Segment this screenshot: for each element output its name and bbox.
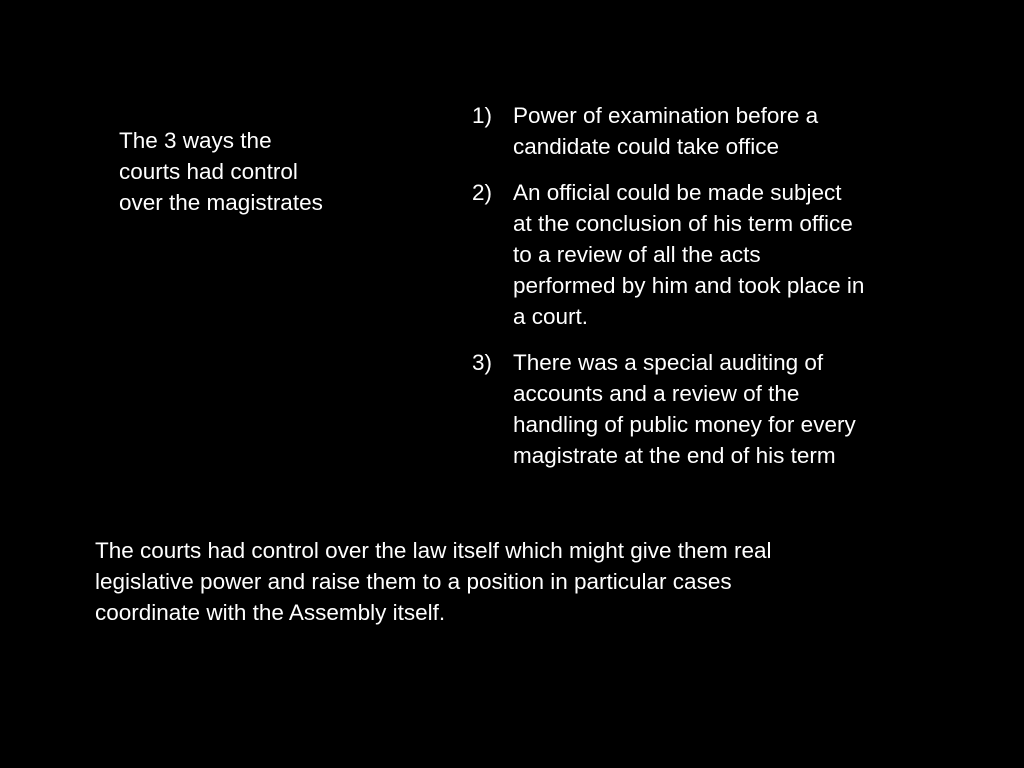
list-item: [472, 347, 922, 471]
list-item-text: An official could be made subject at the conclusion of his term office to a review of all the acts performed by him and took place in a court.: [513, 180, 865, 329]
list-item-number: 2): [472, 180, 493, 205]
list-item: [472, 100, 922, 162]
conclusion-paragraph: The courts had control over the law itself which might give them real legislative power and raise them to a position in particular cases coordinate with the Assembly itself.: [95, 538, 772, 625]
list-item-number: 3): [472, 350, 493, 375]
list-item-text: Power of examination before a candidate could take office: [513, 103, 819, 159]
list-item-number: 1): [472, 103, 493, 128]
slide-heading: The 3 ways the courts had control over the magistrates: [119, 128, 323, 215]
numbered-list: [472, 100, 922, 486]
list-item-text: There was a special auditing of accounts and a review of the handling of public money for every magistrate at the end of his term: [513, 350, 856, 468]
list-item: [472, 177, 922, 332]
